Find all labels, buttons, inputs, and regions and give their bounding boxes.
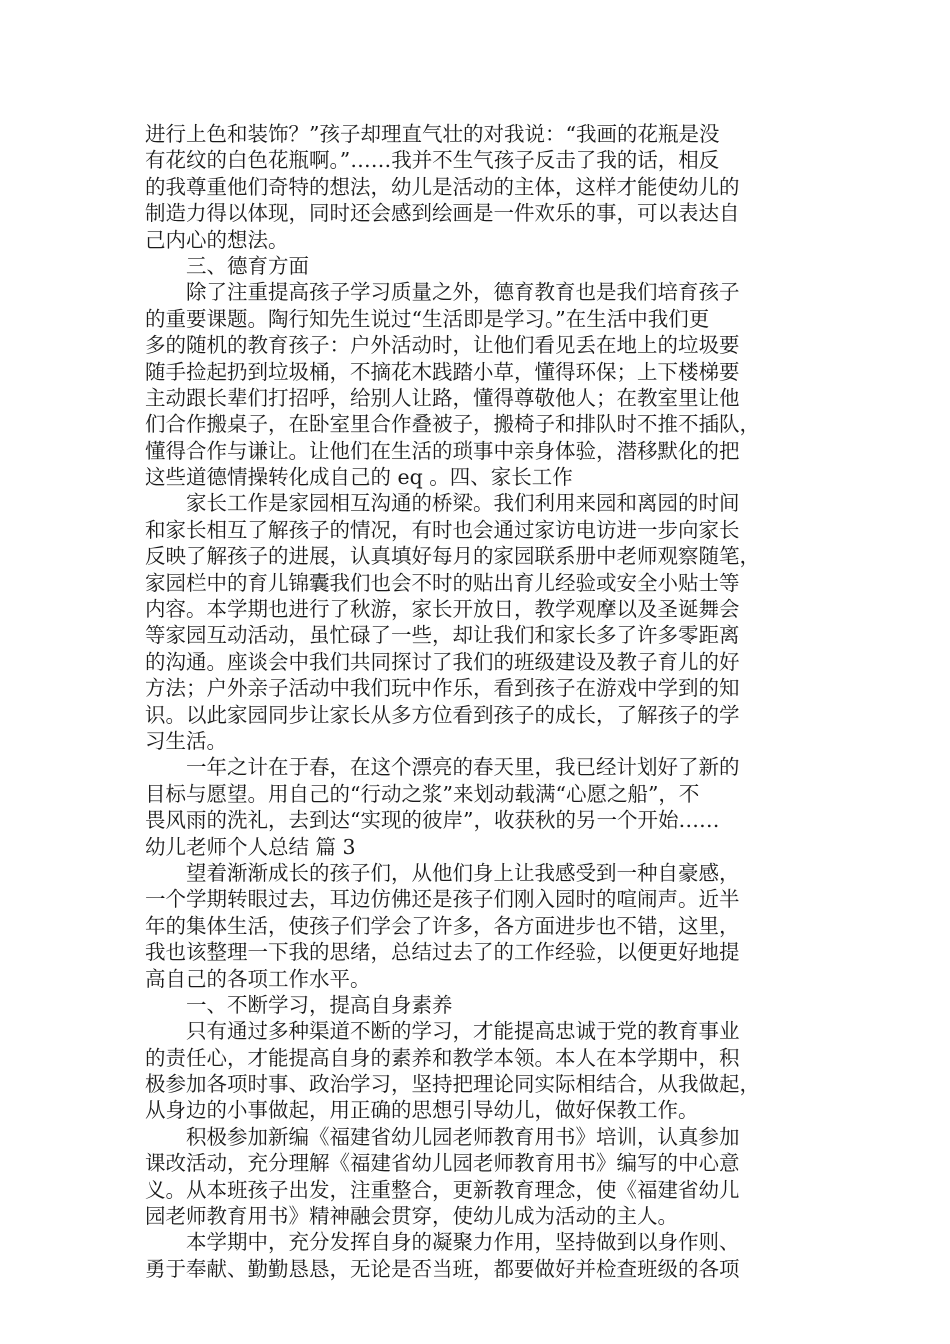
text-line: 一年之计在于春，在这个漂亮的春天里，我已经计划好了新的 — [186, 755, 740, 780]
text-line: 随手捡起扔到垃圾桶，不摘花木践踏小草，懂得环保；上下楼梯要 — [145, 359, 740, 384]
text-line: 积极参加新编《福建省幼儿园老师教育用书》培训，认真参加 — [186, 1124, 740, 1149]
text-line: 识。以此家园同步让家长从多方位看到孩子的成长，了解孩子的学 — [145, 702, 740, 727]
text-line: 等家园互动活动，虽忙碌了一些，却让我们和家长多了许多零距离 — [145, 623, 740, 648]
text-line: 园老师教育用书》精神融会贯穿，使幼儿成为活动的主人。 — [145, 1204, 678, 1229]
text-line: 勇于奉献、勤勤恳恳，无论是否当班，都要做好并检查班级的各项 — [145, 1256, 740, 1281]
text-line: 家园栏中的育儿锦囊我们也会不时的贴出育儿经验或安全小贴士等 — [145, 570, 740, 595]
text-line: 只有通过多种渠道不断的学习，才能提高忠诚于党的教育事业 — [186, 1019, 740, 1044]
text-line: 主动跟长辈们打招呼，给别人让路，懂得尊敬他人；在教室里让他 — [145, 385, 740, 410]
text-line: 懂得合作与谦让。让他们在生活的琐事中亲身体验，潜移默化的把 — [145, 438, 740, 463]
text-line: 习生活。 — [145, 728, 227, 753]
text-line: 们合作搬桌子，在卧室里合作叠被子，搬椅子和排队时不推不插队， — [145, 412, 760, 437]
text-line: 目标与愿望。用自己的“行动之浆”来划动载满“心愿之船”，不 — [145, 781, 700, 806]
text-line: 从身边的小事做起，用正确的思想引导幼儿，做好保教工作。 — [145, 1098, 699, 1123]
text-line: 畏风雨的洗礼，去到达“实现的彼岸”，收获秋的另一个开始…… — [145, 808, 720, 833]
text-line: 的我尊重他们奇特的想法，幼儿是活动的主体，这样才能使幼儿的 — [145, 174, 740, 199]
text-line: 家长工作是家园相互沟通的桥梁。我们利用来园和离园的时间 — [186, 491, 740, 516]
text-line: 除了注重提高孩子学习质量之外，德育教育也是我们培育孩子 — [186, 280, 740, 305]
text-line: 和家长相互了解孩子的情况，有时也会通过家访电访进一步向家长 — [145, 517, 740, 542]
text-line: 己内心的想法。 — [145, 227, 289, 252]
document-body — [145, 121, 805, 1282]
text-line: 的沟通。座谈会中我们共同探讨了我们的班级建设及教子育儿的好 — [145, 649, 740, 674]
text-line: 方法；户外亲子活动中我们玩中作乐，看到孩子在游戏中学到的知 — [145, 676, 740, 701]
text-line: 反映了解孩子的进展，认真填好每月的家园联系册中老师观察随笔， — [145, 544, 760, 569]
text-line: 有花纹的白色花瓶啊。”……我并不生气孩子反击了我的话，相反 — [145, 148, 720, 173]
text-line: 多的随机的教育孩子：户外活动时，让他们看见丢在地上的垃圾要 — [145, 333, 740, 358]
text-line: 的重要课题。陶行知先生说过“生活即是学习。”在生活中我们更 — [145, 306, 710, 331]
text-line: 幼儿老师个人总结 篇 3 — [145, 834, 356, 859]
text-line: 一个学期转眼过去，耳边仿佛还是孩子们刚入园时的喧闹声。近半 — [145, 887, 740, 912]
text-line: 望着渐渐成长的孩子们，从他们身上让我感受到一种自豪感， — [186, 860, 740, 885]
text-line: 课改活动，充分理解《福建省幼儿园老师教育用书》编写的中心意 — [145, 1151, 740, 1176]
text-line: 三、德育方面 — [186, 253, 309, 278]
text-line: 制造力得以体现，同时还会感到绘画是一件欢乐的事，可以表达自 — [145, 201, 740, 226]
text-line: 内容。本学期也进行了秋游，家长开放日，教学观摩以及圣诞舞会 — [145, 597, 740, 622]
text-line: 义。从本班孩子出发，注重整合，更新教育理念，使《福建省幼儿 — [145, 1177, 740, 1202]
text-line: 我也该整理一下我的思绪，总结过去了的工作经验，以便更好地提 — [145, 940, 740, 965]
text-line: 极参加各项时事、政治学习，坚持把理论同实际相结合，从我做起， — [145, 1072, 760, 1097]
text-line: 这些道德情操转化成自己的 eq 。四、家长工作 — [145, 465, 573, 490]
text-line: 年的集体生活，使孩子们学会了许多，各方面进步也不错，这里， — [145, 913, 740, 938]
text-line: 本学期中，充分发挥自身的凝聚力作用，坚持做到以身作则、 — [186, 1230, 740, 1255]
text-line: 的责任心，才能提高自身的素养和教学本领。本人在本学期中，积 — [145, 1045, 740, 1070]
text-line: 高自己的各项工作水平。 — [145, 966, 371, 991]
text-line: 一、不断学习，提高自身素养 — [186, 992, 453, 1017]
text-line: 进行上色和装饰？”孩子却理直气壮的对我说：“我画的花瓶是没 — [145, 122, 720, 146]
